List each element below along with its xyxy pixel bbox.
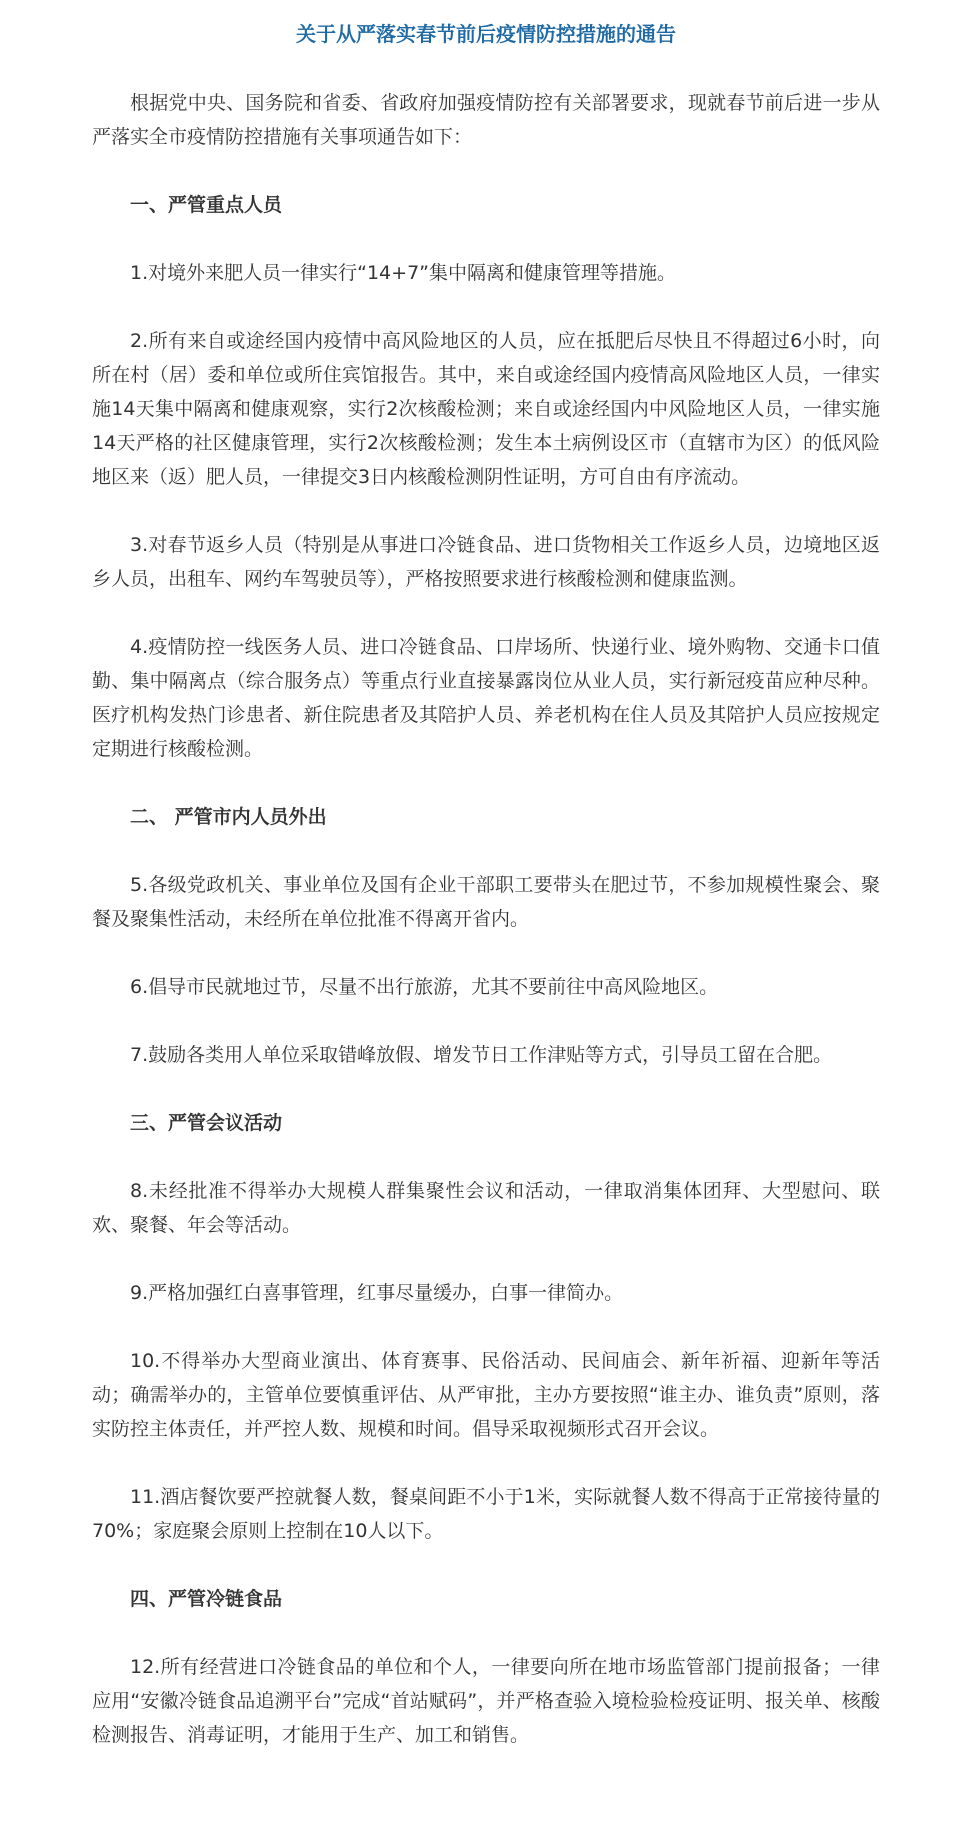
section-heading: 二、 严管市内人员外出 xyxy=(130,806,327,828)
paragraph: 6.倡导市民就地过节，尽量不出行旅游，尤其不要前往中高风险地区。 xyxy=(130,976,719,998)
document-title: 关于从严落实春节前后疫情防控措施的通告 xyxy=(296,22,676,46)
paragraph: 7.鼓励各类用人单位采取错峰放假、增发节日工作津贴等方式，引导员工留在合肥。 xyxy=(130,1044,833,1066)
paragraph: 10.不得举办大型商业演出、体育赛事、民俗活动、民间庙会、新年祈福、迎新年等活动；确需举办的，主管单位要慎重评估、从严审批，主办方要按照“谁主办、谁负责”原则，落实防控主体责任，并严控人数、规模和时间。倡导采取视频形式召开会议。 xyxy=(92,1350,880,1440)
paragraph: 12.所有经营进口冷链食品的单位和个人，一律要向所在地市场监管部门提前报备；一律应用“安徽冷链食品追溯平台”完成“首站赋码”，并严格查验入境检验检疫证明、报关单、核酸检测报告、消毒证明，才能用于生产、加工和销售。 xyxy=(92,1656,880,1746)
paragraph: 4.疫情防控一线医务人员、进口冷链食品、口岸场所、快递行业、境外购物、交通卡口值勤、集中隔离点（综合服务点）等重点行业直接暴露岗位从业人员，实行新冠疫苗应种尽种。医疗机构发热门诊患者、新住院患者及其陪护人员、养老机构在住人员及其陪护人员应按规定定期进行核酸检测。 xyxy=(92,636,880,760)
paragraph: 9.严格加强红白喜事管理，红事尽量缓办，白事一律简办。 xyxy=(130,1282,624,1304)
paragraph: 1.对境外来肥人员一律实行“14+7”集中隔离和健康管理等措施。 xyxy=(130,262,677,284)
paragraph: 11.酒店餐饮要严控就餐人数，餐桌间距不小于1米，实际就餐人数不得高于正常接待量的70%；家庭聚会原则上控制在10人以下。 xyxy=(92,1486,880,1542)
section-heading: 三、严管会议活动 xyxy=(130,1112,283,1134)
section-meetings-activities xyxy=(92,1106,880,1548)
section-cold-chain-food xyxy=(92,1582,880,1752)
section-heading: 一、严管重点人员 xyxy=(130,194,283,216)
paragraph: 8.未经批准不得举办大规模人群集聚性会议和活动，一律取消集体团拜、大型慰问、联欢、聚餐、年会等活动。 xyxy=(92,1180,880,1236)
section-heading: 四、严管冷链食品 xyxy=(130,1588,283,1610)
paragraph: 5.各级党政机关、事业单位及国有企业干部职工要带头在肥过节，不参加规模性聚会、聚餐及聚集性活动，未经所在单位批准不得离开省内。 xyxy=(92,874,880,930)
section-key-personnel xyxy=(92,188,880,766)
paragraph: 3.对春节返乡人员（特别是从事进口冷链食品、进口货物相关工作返乡人员，边境地区返乡人员，出租车、网约车驾驶员等），严格按照要求进行核酸检测和健康监测。 xyxy=(92,534,880,590)
intro-paragraph: 根据党中央、国务院和省委、省政府加强疫情防控有关部署要求，现就春节前后进一步从严落实全市疫情防控措施有关事项通告如下： xyxy=(92,92,880,148)
document-body xyxy=(92,86,880,1752)
section-city-residents-travel xyxy=(92,800,880,1072)
paragraph: 2.所有来自或途经国内疫情中高风险地区的人员，应在抵肥后尽快且不得超过6小时，向所在村（居）委和单位或所住宾馆报告。其中，来自或途经国内疫情高风险地区人员，一律实施14天集中隔离和健康观察，实行2次核酸检测；来自或途经国内中风险地区人员，一律实施14天严格的社区健康管理，实行2次核酸检测；发生本土病例设区市（直辖市为区）的低风险地区来（返）肥人员，一律提交3日内核酸检测阴性证明，方可自由有序流动。 xyxy=(92,330,880,488)
